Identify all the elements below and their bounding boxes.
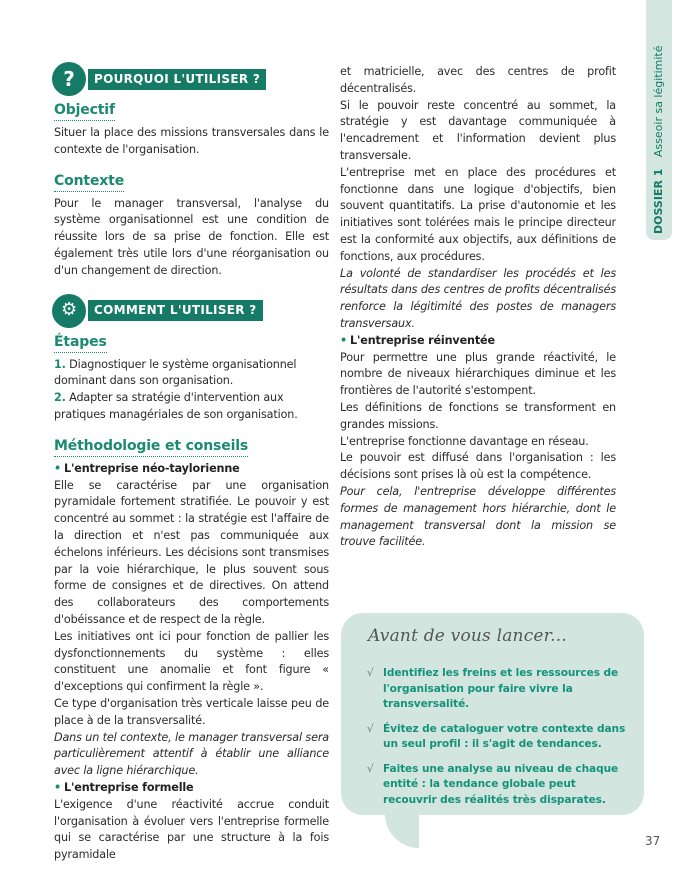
objectif-text: Situer la place des missions transversales dans le contexte de l'organisation. [54, 126, 329, 156]
chapter-title: Asseoir sa légitimité [652, 45, 665, 158]
formelle-cont-p3: L'entreprise met en place des procédures et fonctionne dans une logique d'objectifs, bien souvent quantitatifs. La prise d'autonomie et les initiatives sont tolérées mais le principe directeur est la conformité aux objectifs, aux définitions de fonctions, aux procédures. [340, 165, 616, 263]
bullet-icon: • [340, 333, 348, 347]
question-icon: ? [54, 64, 84, 94]
why-label: POURQUOI L'UTILISER ? [88, 69, 266, 90]
checklist-item: √ Identifiez les freins et les ressources de l'organisation pour faire vivre la transversalité. [367, 667, 619, 710]
step-number: 1. [54, 357, 66, 371]
neo-p3: Ce type d'organisation très verticale laisse peu de place à de la transversalité. [54, 696, 329, 727]
bullet-icon: • [54, 461, 62, 475]
check-icon: √ [367, 722, 374, 735]
step-number: 2. [54, 391, 66, 405]
right-column [340, 64, 616, 551]
how-label: COMMENT L'UTILISER ? [88, 300, 263, 321]
reinventee-p1: Pour permettre une plus grande réactivité, le nombre de niveaux hiérarchiques diminue et les frontières de l'autorité s'estompent. [340, 350, 616, 398]
formelle-title: • L'entreprise formelle [54, 780, 194, 794]
formelle-cont-p2: Si le pouvoir reste concentré au sommet, la stratégie y est davantage communiquée à l'encadrement et l'information devient plus transversale. [340, 98, 616, 162]
step-text: Adapter sa stratégie d'intervention aux pratiques managériales de son organisation. [54, 391, 298, 421]
neo-p1: Elle se caractérise par une organisation pyramidale fortement stratifiée. Le pouvoir y est concentré au sommet : la stratégie est l'affaire de la direction et n'est pas communiquée aux échelons inférieurs. Les décisions sont transmises par la voie hiérarchique, le plus souvent sous forme de consignes et de directives. On attend des collaborateurs des comportements d'obéissance et de respect de la règle. [54, 478, 329, 626]
callout-title: Avant de vous lancer... [368, 626, 567, 646]
neo-title: • L'entreprise néo-taylorienne [54, 461, 240, 475]
etapes-heading: Étapes [54, 334, 107, 353]
gear-icon: ⚙ [54, 296, 84, 326]
dossier-label: DOSSIER 1 [652, 168, 665, 234]
formelle-cont-p1: et matricielle, avec des centres de profit décentralisés. [340, 65, 616, 95]
reinventee-p5: Pour cela, l'entreprise développe différentes formes de management hors hiérarchie, dont le management transversal dont la mission se trouve facilitée. [340, 484, 616, 549]
checklist-item: √ Faites une analyse au niveau de chaque entité : la tendance globale peut recouvrir des réalités très disparates. [367, 762, 619, 806]
left-column [54, 62, 329, 864]
contexte-text: Pour le manager transversal, l'analyse du système organisationnel est une condition de réussite lors de sa prise de fonction. Elle est également très utile lors d'une réorganisation ou d'un changement de direction. [54, 196, 329, 277]
reinventee-p4: Le pouvoir est diffusé dans l'organisation : les décisions sont prises là où est la compétence. [340, 451, 616, 482]
formelle-p1: L'exigence d'une réactivité accrue conduit l'organisation à évoluer vers l'entreprise formelle qui se caractérise par une structure à la fois pyramidale [54, 797, 329, 862]
check-icon: √ [367, 667, 374, 679]
how-header [54, 294, 329, 328]
reinventee-p3: L'entreprise fonctionne davantage en réseau. [340, 434, 589, 448]
neo-p2: Les initiatives ont ici pour fonction de pallier les dysfonctionnements du système : elles constituent une anomalie et font figure « d'exceptions qui confirment la règle ». [54, 629, 329, 694]
step-text: Diagnostiquer le système organisationnel dominant dans son organisation. [54, 357, 297, 388]
checklist-item: √ Évitez de cataloguer votre contexte dans un seul profil : il s'agit de tendances. [367, 722, 626, 750]
neo-p4: Dans un tel contexte, le manager transversal sera particulièrement attentif à établir une alliance avec la ligne hiérarchique. [54, 730, 329, 778]
objectif-heading: Objectif [54, 102, 115, 121]
why-header [54, 62, 329, 96]
step-1 [54, 357, 329, 391]
check-icon: √ [367, 762, 374, 775]
contexte-heading: Contexte [54, 173, 124, 192]
formelle-cont-p4: La volonté de standardiser les procédés et les résultats dans des centres de profits décentralisés renforce la légitimité des postes de managers transversaux. [340, 266, 616, 330]
step-2 [54, 390, 329, 424]
side-tab-label [650, 45, 668, 234]
reinventee-title: • L'entreprise réinventée [340, 333, 495, 347]
page-number: 37 [645, 834, 661, 848]
callout-checklist [367, 666, 629, 817]
reinventee-p2: Les définitions de fonctions se transforment en grandes missions. [340, 400, 616, 431]
bullet-icon: • [54, 780, 62, 794]
methodo-heading: Méthodologie et conseils [54, 438, 248, 457]
